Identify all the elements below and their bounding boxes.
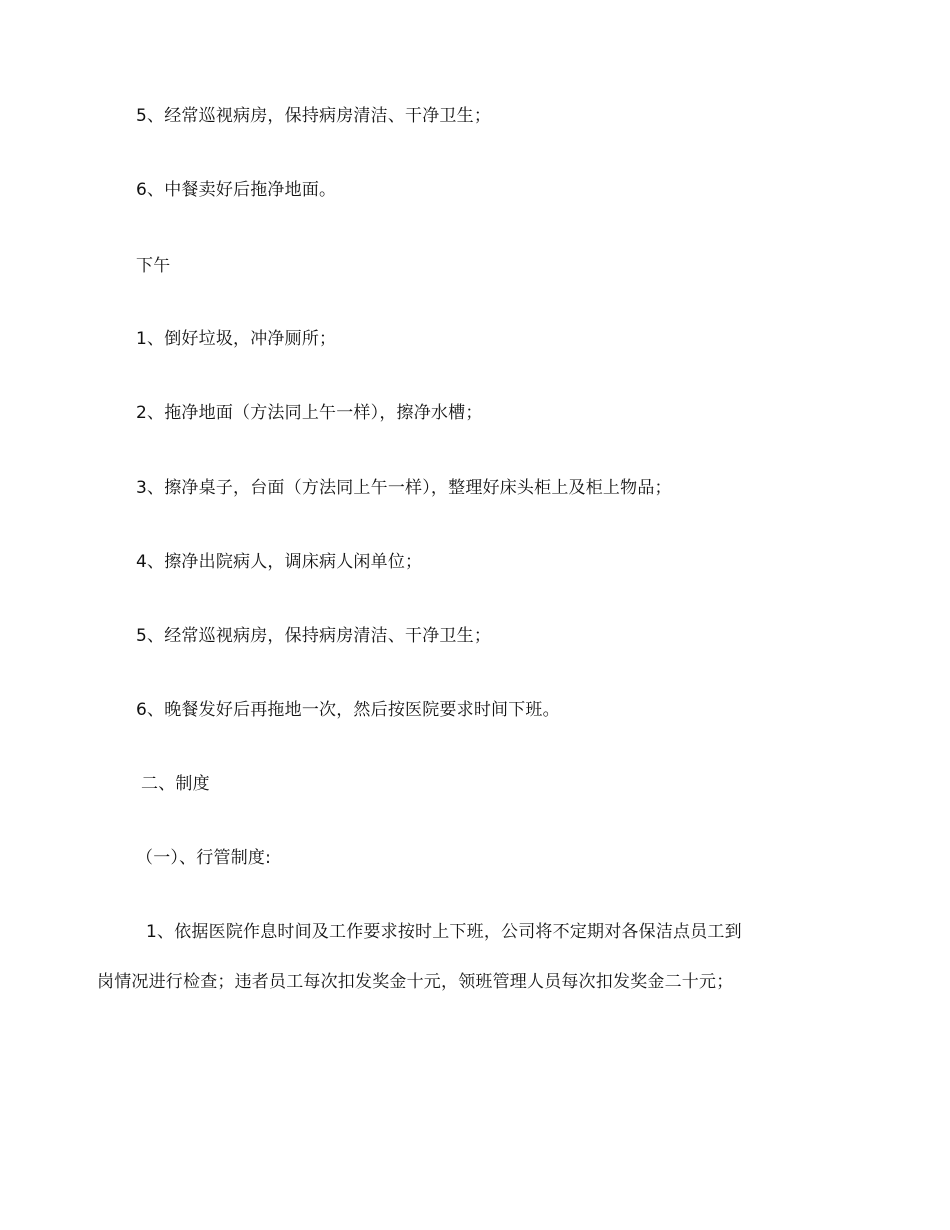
afternoon-item-1: 1、倒好垃圾，冲净厕所； (136, 329, 337, 349)
subsection-one-title: （一）、行管制度: (136, 848, 272, 868)
afternoon-item-3: 3、擦净桌子，台面（方法同上午一样），整理好床头柜上及柜上物品； (136, 478, 672, 498)
morning-item-6: 6、中餐卖好后拖净地面。 (136, 180, 337, 200)
afternoon-item-2: 2、拖净地面（方法同上午一样），擦净水槽； (136, 403, 483, 423)
morning-item-5: 5、经常巡视病房，保持病房清洁、干净卫生； (136, 106, 492, 126)
rule-one-line-2: 岗情况进行检查；违者员工每次扣发奖金十元，领班管理人员每次扣发奖金二十元； (97, 972, 734, 992)
afternoon-item-4: 4、擦净出院病人，调床病人闲单位； (136, 552, 423, 572)
afternoon-item-5: 5、经常巡视病房，保持病房清洁、干净卫生； (136, 626, 492, 646)
afternoon-heading: 下午 (136, 256, 171, 276)
rule-one-line-1: 1、依据医院作息时间及工作要求按时上下班，公司将不定期对各保洁点员工到 (146, 922, 742, 942)
section-two-title: 二、制度 (141, 774, 210, 794)
afternoon-item-6: 6、晚餐发好后再拖地一次，然后按医院要求时间下班。 (136, 700, 560, 720)
